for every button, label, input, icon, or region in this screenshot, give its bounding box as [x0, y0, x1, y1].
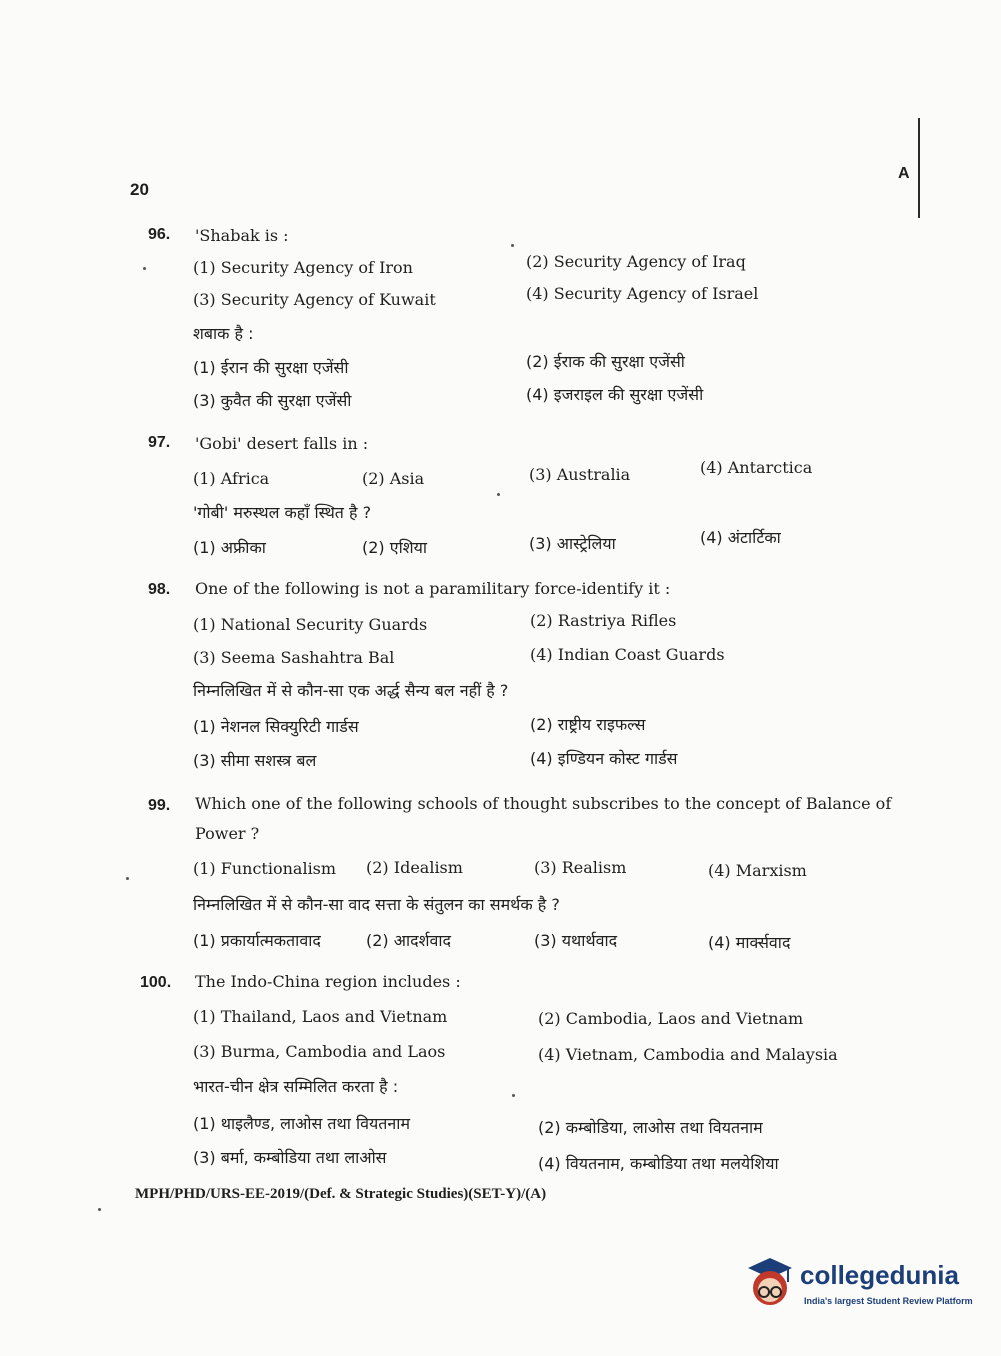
- paper-code-footer: MPH/PHD/URS-EE-2019/(Def. & Strategic Studies)(SET-Y)/(A): [135, 1186, 547, 1202]
- option-hi-1: (1) ईरान की सुरक्षा एजेंसी: [193, 358, 349, 377]
- scan-speck: [512, 1094, 515, 1097]
- option-en-2: (2) Cambodia, Laos and Vietnam: [538, 1009, 804, 1028]
- question-number: 99.: [148, 797, 171, 814]
- option-en-4: (4) Security Agency of Israel: [526, 284, 759, 303]
- question-text-en: One of the following is not a paramilitary force-identify it :: [195, 579, 671, 598]
- question-number: 100.: [140, 974, 172, 991]
- option-en-3: (3) Burma, Cambodia and Laos: [193, 1042, 446, 1061]
- option-en-1: (1) Functionalism: [193, 859, 337, 878]
- option-hi-4: (4) अंटार्टिका: [700, 528, 781, 547]
- question-text-en: Which one of the following schools of thought subscribes to the concept of Balance of Power ?: [195, 794, 892, 843]
- question-text-hi: भारत-चीन क्षेत्र सम्मिलित करता है :: [193, 1077, 399, 1096]
- option-hi-3: (3) यथार्थवाद: [534, 931, 618, 950]
- option-en-4: (4) Antarctica: [700, 458, 813, 477]
- option-en-4: (4) Indian Coast Guards: [530, 645, 725, 664]
- option-hi-4: (4) मार्क्सवाद: [708, 933, 791, 952]
- option-hi-3: (3) आस्ट्रेलिया: [529, 534, 616, 553]
- option-en-3: (3) Security Agency of Kuwait: [193, 290, 436, 309]
- option-en-3: (3) Realism: [534, 858, 627, 877]
- scan-speck: [143, 267, 146, 270]
- set-letter: A: [898, 165, 910, 182]
- option-hi-1: (1) अफ्रीका: [193, 538, 266, 557]
- option-hi-4: (4) इजराइल की सुरक्षा एजेंसी: [526, 385, 704, 404]
- option-hi-2: (2) आदर्शवाद: [366, 931, 452, 950]
- question-text-hi: निम्नलिखित में से कौन-सा वाद सत्ता के संतुलन का समर्थक है ?: [193, 895, 560, 914]
- watermark-tagline: India's largest Student Review Platform: [804, 1296, 973, 1306]
- option-hi-4: (4) इण्डियन कोस्ट गार्डस: [530, 749, 678, 768]
- question-text-en: The Indo-China region includes :: [195, 972, 461, 991]
- option-hi-2: (2) ईराक की सुरक्षा एजेंसी: [526, 352, 685, 371]
- option-en-4: (4) Vietnam, Cambodia and Malaysia: [538, 1045, 838, 1064]
- scan-speck: [126, 877, 129, 880]
- option-en-1: (1) Security Agency of Iron: [193, 258, 413, 277]
- option-hi-3: (3) बर्मा, कम्बोडिया तथा लाओस: [193, 1148, 387, 1167]
- page-edge-line: [918, 118, 920, 218]
- option-hi-3: (3) कुवैत की सुरक्षा एजेंसी: [193, 391, 352, 410]
- option-hi-4: (4) वियतनाम, कम्बोडिया तथा मलयेशिया: [538, 1154, 779, 1173]
- option-hi-2: (2) एशिया: [362, 538, 428, 557]
- option-en-2: (2) Idealism: [366, 858, 463, 877]
- question-number: 98.: [148, 581, 171, 598]
- option-en-2: (2) Rastriya Rifles: [530, 611, 677, 630]
- option-en-2: (2) Security Agency of Iraq: [526, 252, 746, 271]
- option-hi-1: (1) थाइलैण्ड, लाओस तथा वियतनाम: [193, 1114, 411, 1133]
- option-en-3: (3) Seema Sashahtra Bal: [193, 648, 395, 667]
- option-en-1: (1) Thailand, Laos and Vietnam: [193, 1007, 448, 1026]
- question-text-en: 'Gobi' desert falls in :: [195, 434, 369, 453]
- option-hi-1: (1) नेशनल सिक्युरिटी गार्डस: [193, 717, 359, 736]
- question-text-hi: शबाक है :: [193, 324, 254, 343]
- option-en-1: (1) Africa: [193, 469, 270, 488]
- question-number: 97.: [148, 434, 171, 451]
- option-hi-2: (2) कम्बोडिया, लाओस तथा वियतनाम: [538, 1118, 763, 1137]
- option-hi-2: (2) राष्ट्रीय राइफल्स: [530, 715, 646, 734]
- question-text-en: 'Shabak is :: [195, 226, 289, 245]
- question-number: 96.: [148, 226, 171, 243]
- collegedunia-mascot-icon: [742, 1254, 798, 1310]
- option-hi-1: (1) प्रकार्यात्मकतावाद: [193, 931, 321, 950]
- question-text-hi: निम्नलिखित में से कौन-सा एक अर्द्ध सैन्य बल नहीं है ?: [193, 681, 509, 700]
- option-en-2: (2) Asia: [362, 469, 425, 488]
- scan-speck: [511, 244, 514, 247]
- scan-speck: [98, 1208, 101, 1211]
- collegedunia-watermark: [742, 1248, 972, 1318]
- option-en-1: (1) National Security Guards: [193, 615, 428, 634]
- question-text-hi: 'गोबी' मरुस्थल कहाँ स्थित है ?: [193, 503, 372, 522]
- option-hi-3: (3) सीमा सशस्त्र बल: [193, 751, 317, 770]
- option-en-4: (4) Marxism: [708, 861, 807, 880]
- watermark-brand: collegedunia: [800, 1260, 959, 1290]
- option-en-3: (3) Australia: [529, 465, 631, 484]
- scan-speck: [497, 493, 500, 496]
- page-number: 20: [130, 180, 149, 199]
